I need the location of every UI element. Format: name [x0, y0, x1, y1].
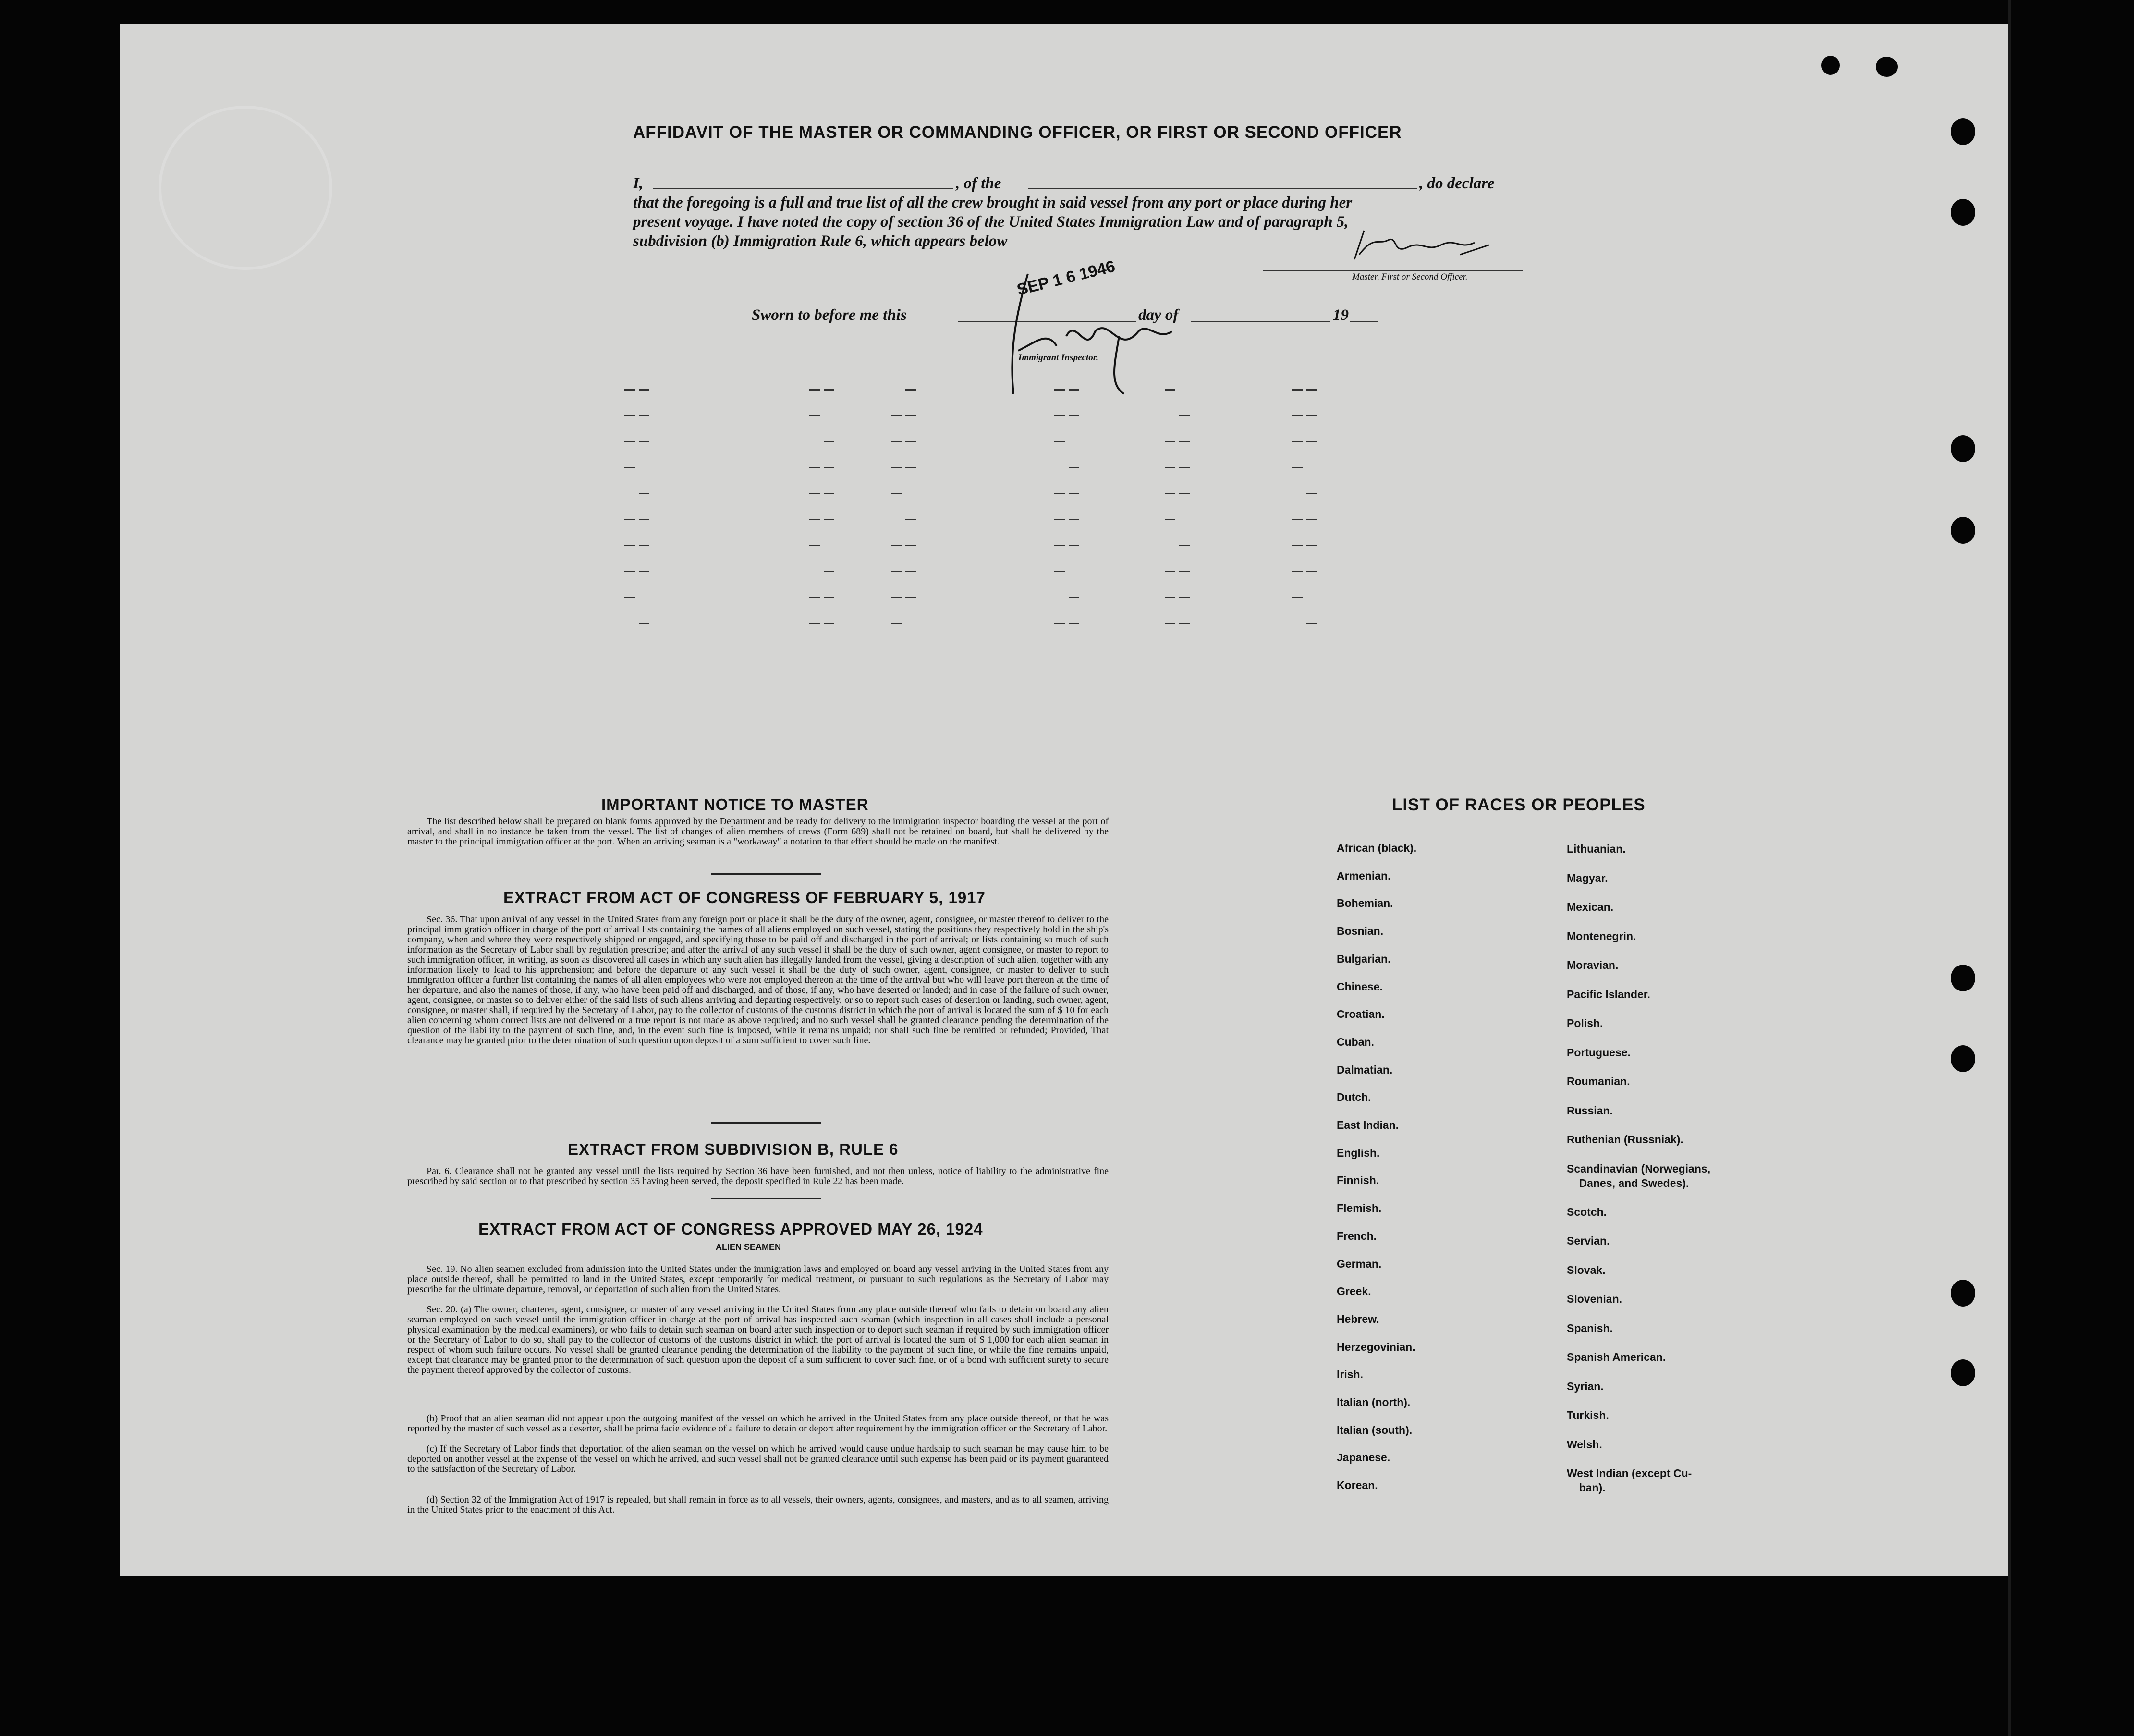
placeholder-dash	[809, 389, 820, 391]
placeholder-dash	[1179, 493, 1190, 494]
affidavit-title: AFFIDAVIT OF THE MASTER OR COMMANDING OFFICER, OR FIRST OR SECOND OFFICER	[633, 123, 1402, 142]
placeholder-dash	[1292, 519, 1303, 520]
date-stamp: SEP 1 6 1946	[1015, 257, 1117, 299]
placeholder-dash	[1054, 545, 1065, 546]
punch-hole	[1951, 199, 1975, 226]
affidavit-line2: that the foregoing is a full and true list of all the crew brought in said vessel from any port or place during her	[633, 194, 1353, 211]
placeholder-dash	[809, 545, 820, 546]
sec20a-text: Sec. 20. (a) The owner, charterer, agent, consignee, or master of any vessel arriving in the United States from any place outside thereof who fails to detain on board any alien seaman employed on such vessel until the immigration officer in charge at the port of arrival has inspected such seaman (which inspection in all cases shall include a personal physical examination by the medical examiners), or who fails to detain such seaman on board after such inspection or to deport such seaman if required by such immigration officer or the Secretary of Labor to do so, shall pay to the collector of customs of the customs district in which the port of arrival is located the sum of $ 1,000 for each alien seaman in respect of whom such failure occurs. No vessel shall be granted clearance pending the determination of the liability to the payment of such fine, or while the fine remains unpaid, except that clearance may be granted prior to the determination of such question upon the deposit of a sum sufficient to cover such fine, or of a bond with sufficient surety to secure the payment thereof approved by the collector of customs.	[407, 1304, 1109, 1375]
placeholder-dash	[639, 389, 649, 391]
placeholder-dash	[1292, 441, 1303, 442]
placeholder-dash	[1292, 415, 1303, 416]
name-blank-line	[653, 188, 953, 189]
year-blank-line	[1350, 321, 1378, 322]
placeholder-dash	[824, 493, 834, 494]
placeholder-dash	[905, 571, 916, 572]
race-item: Spanish.	[1567, 1321, 1613, 1334]
placeholder-dash	[891, 623, 902, 624]
placeholder-dash	[639, 571, 649, 572]
vessel-blank-line	[1028, 188, 1417, 189]
placeholder-dash	[809, 467, 820, 468]
race-item: Syrian.	[1567, 1380, 1604, 1393]
race-item: Herzegovinian.	[1337, 1340, 1415, 1353]
placeholder-dash	[639, 415, 649, 416]
day-of-label: day of	[1138, 306, 1179, 324]
placeholder-dash	[1054, 389, 1065, 391]
punch-hole	[1821, 56, 1840, 75]
race-item: Greek.	[1337, 1285, 1371, 1298]
placeholder-dash	[1165, 467, 1175, 468]
placeholder-dash	[624, 415, 635, 416]
placeholder-dash	[905, 545, 916, 546]
race-item: Bosnian.	[1337, 925, 1384, 938]
placeholder-dash	[1179, 545, 1190, 546]
placeholder-dash	[1054, 415, 1065, 416]
placeholder-dash	[891, 467, 902, 468]
race-item: Pacific Islander.	[1567, 988, 1650, 1001]
placeholder-dash	[1165, 441, 1175, 442]
placeholder-dash	[1306, 441, 1317, 442]
master-label: Master, First or Second Officer.	[1352, 272, 1468, 282]
race-item: East Indian.	[1337, 1119, 1399, 1131]
master-signature	[1345, 226, 1499, 269]
placeholder-dash	[824, 623, 834, 624]
placeholder-dash	[624, 441, 635, 442]
placeholder-dash	[1069, 415, 1079, 416]
placeholder-dash	[1054, 519, 1065, 520]
race-item: Russian.	[1567, 1104, 1613, 1117]
placeholder-dash	[1054, 441, 1065, 442]
placeholder-dash	[824, 519, 834, 520]
race-item: Magyar.	[1567, 871, 1608, 884]
placeholder-dash	[905, 519, 916, 520]
race-item: Dutch.	[1337, 1091, 1371, 1104]
placeholder-dash	[1292, 597, 1303, 598]
placeholder-dash	[1069, 467, 1079, 468]
race-item: Chinese.	[1337, 980, 1383, 993]
placeholder-dash	[1054, 571, 1065, 572]
placeholder-dash	[891, 415, 902, 416]
placeholder-dash	[809, 415, 820, 416]
year-prefix: 19	[1333, 306, 1349, 324]
placeholder-dash	[891, 441, 902, 442]
sec19-text: Sec. 19. No alien seamen excluded from admission into the United States under the immigration laws and employed on board any vessel arriving in the United States from any place outside thereof, shall be permitted to land in the United States, except temporarily for medical treatment, or pursuant to such regulations as the Secretary of Labor may prescribe for the ultimate departure, removal, or deportation of such alien from the United States.	[407, 1264, 1109, 1295]
affidavit-line1-start: I,	[633, 175, 644, 192]
sworn-text: Sworn to before me this	[752, 306, 907, 324]
race-item: Scandinavian (Norwegians, Danes, and Swedes).	[1567, 1162, 1711, 1189]
race-item: Polish.	[1567, 1017, 1603, 1029]
placeholder-dash	[1306, 623, 1317, 624]
placeholder-dash	[1292, 545, 1303, 546]
punch-hole	[1951, 1045, 1975, 1072]
placeholder-dash	[905, 389, 916, 391]
placeholder-dash	[1069, 597, 1079, 598]
placeholder-dash	[639, 519, 649, 520]
placeholder-dash	[639, 441, 649, 442]
alien-seamen-subtitle: ALIEN SEAMEN	[716, 1242, 781, 1252]
notice-text: The list described below shall be prepared on blank forms approved by the Department and be ready for delivery to the immigration inspector boarding the vessel at the port of arrival, and shall in no instance be taken from the vessel. The list of changes of alien members of crews (Form 689) shall not be retained on board, but shall be delivered by the master to the principal immigration officer at the port. When an arriving seaman is a "workaway" a notation to that effect should be made on the manifest.	[407, 816, 1109, 847]
punch-hole	[1951, 1359, 1975, 1386]
placeholder-dash	[1069, 545, 1079, 546]
punch-hole	[1951, 517, 1975, 544]
punch-hole	[1876, 57, 1898, 77]
placeholder-dash	[1306, 545, 1317, 546]
placeholder-dash	[1306, 415, 1317, 416]
placeholder-dash	[1165, 571, 1175, 572]
race-item: English.	[1337, 1146, 1380, 1159]
race-item: Servian.	[1567, 1235, 1610, 1247]
race-item: Ruthenian (Russniak).	[1567, 1133, 1683, 1146]
race-item: Roumanian.	[1567, 1075, 1630, 1088]
race-item: Montenegrin.	[1567, 929, 1636, 942]
inspector-signature	[999, 259, 1201, 403]
race-item: Cuban.	[1337, 1035, 1374, 1048]
rule6-text: Par. 6. Clearance shall not be granted any vessel until the lists required by Section 36 have been furnished, and not then unless, notice of liability to the administrative fine prescribed by said section or to that prescribed by section 35 having been served, the deposit specified in Rule 22 has been made.	[407, 1166, 1109, 1186]
race-item: Turkish.	[1567, 1409, 1609, 1421]
placeholder-dash	[1165, 519, 1175, 520]
placeholder-dash	[624, 519, 635, 520]
placeholder-dash	[1069, 493, 1079, 494]
placeholder-dash	[639, 493, 649, 494]
race-item: Armenian.	[1337, 869, 1391, 882]
notice-title: IMPORTANT NOTICE TO MASTER	[601, 795, 869, 813]
placeholder-dash	[1179, 623, 1190, 624]
placeholder-dash	[624, 545, 635, 546]
extract-1917-text: Sec. 36. That upon arrival of any vessel in the United States from any foreign port or place it shall be the duty of the owner, agent, consignee, or master thereof to deliver to the principal immigration officer in charge of the port of arrival lists containing the names of all aliens employed on such vessel, stating the positions they respectively hold in the ship's company, when and where they were respectively shipped or engaged, and specifying those to be paid off and discharged in the port of arrival; or lists containing so much of such information as the Secretary of Labor shall by regulation prescribe; and after the arrival of any such vessel it shall be the duty of such owner, agent consignee, or master to report to such immigration officer, in writing, as soon as discovered all cases in which any such alien has illegally landed from the vessel, giving a description of such alien, together with any information likely to lead to his apprehension; and before the departure of any such vessel it shall be the duty of such owner, agent, consignee, or master to deliver to such immigration officer a further list containing the names of all alien employees who were not employed thereon at the time of the arrival but who will leave port thereon at the time of her departure, and also the names of those, if any, who have been paid off and discharged, and of those, if any, who have deserted or landed; and in case of the failure of such owner, agent, consignee, or master so to deliver either of the said lists of such aliens arriving and departing respectively, or so to report such cases of desertion or landing, such owner, agent, consignee, or master shall, if required by the Secretary of Labor, pay to the collector of customs of the customs district in which the port of arrival is located the sum of $ 10 for each alien concerning whom correct lists are not delivered or a true report is not made as above required; and no such vessel shall be granted clearance pending the determination of the question of the liability to the payment of such fine, and, in the event such fine is imposed, while it remains unpaid; nor shall such fine be remitted or refunded; Provided, That clearance may be granted prior to the determination of such question upon deposit of a sum sufficient to cover such fine.	[407, 914, 1109, 1046]
placeholder-dash	[1179, 571, 1190, 572]
placeholder-dash	[1165, 623, 1175, 624]
race-item: West Indian (except Cu- ban).	[1567, 1467, 1692, 1494]
placeholder-dash	[1179, 597, 1190, 598]
placeholder-dash	[824, 597, 834, 598]
race-item: Spanish American.	[1567, 1351, 1666, 1363]
placeholder-dash	[891, 597, 902, 598]
placeholder-dash	[1292, 389, 1303, 391]
inspector-label: Immigrant Inspector.	[1018, 353, 1098, 363]
sec20d-text: (d) Section 32 of the Immigration Act of 1917 is repealed, but shall remain in force as to all vessels, their owners, agents, consignees, and masters, and as to all seamen, arriving in the United States prior to the enactment of this Act.	[407, 1494, 1109, 1515]
placeholder-dash	[1054, 493, 1065, 494]
section-divider	[711, 1198, 821, 1199]
placeholder-dash	[1306, 389, 1317, 391]
punch-hole	[1951, 965, 1975, 991]
placeholder-dash	[1292, 467, 1303, 468]
placeholder-dash	[809, 597, 820, 598]
placeholder-dash	[1306, 493, 1317, 494]
placeholder-dash	[1306, 519, 1317, 520]
placeholder-dash	[824, 389, 834, 391]
extract-1917-title: EXTRACT FROM ACT OF CONGRESS OF FEBRUARY 5, 1917	[503, 889, 986, 906]
placeholder-dash	[905, 597, 916, 598]
race-item: Italian (north).	[1337, 1396, 1411, 1408]
race-item: Hebrew.	[1337, 1312, 1379, 1325]
affidavit-line1-mid: , of the	[956, 175, 1001, 192]
master-signature-line	[1263, 270, 1523, 271]
race-item: Bulgarian.	[1337, 952, 1391, 965]
placeholder-dash	[1054, 623, 1065, 624]
placeholder-dash	[1069, 389, 1079, 391]
page-edge	[2008, 0, 2011, 1736]
placeholder-dash	[891, 493, 902, 494]
affidavit-line4: subdivision (b) Immigration Rule 6, which appears below	[633, 232, 1008, 250]
race-item: Mexican.	[1567, 901, 1614, 913]
affidavit-line1-end: , do declare	[1419, 175, 1495, 192]
race-item: French.	[1337, 1229, 1377, 1242]
placeholder-dash	[639, 623, 649, 624]
rule6-title: EXTRACT FROM SUBDIVISION B, RULE 6	[568, 1140, 899, 1158]
extract-1924-title: EXTRACT FROM ACT OF CONGRESS APPROVED MAY 26, 1924	[478, 1220, 983, 1238]
placeholder-dash	[891, 545, 902, 546]
placeholder-dash	[809, 493, 820, 494]
section-divider	[711, 873, 821, 875]
race-item: Korean.	[1337, 1479, 1378, 1492]
punch-hole	[1951, 118, 1975, 145]
race-item: Dalmatian.	[1337, 1063, 1393, 1076]
placeholder-dash	[809, 623, 820, 624]
placeholder-dash	[824, 571, 834, 572]
punch-hole	[1951, 1280, 1975, 1307]
placeholder-dash	[824, 467, 834, 468]
sec20b-text: (b) Proof that an alien seaman did not appear upon the outgoing manifest of the vessel on which he arrived in the United States from any place outside thereof, or that he was reported by the master of such vessel as a deserter, shall be prima facie evidence of a failure to detain or deport after requirement by the immigration officer or the Secretary of Labor.	[407, 1413, 1109, 1434]
race-item: German.	[1337, 1257, 1382, 1270]
section-divider	[711, 1122, 821, 1124]
race-item: Italian (south).	[1337, 1423, 1413, 1436]
placeholder-dash	[905, 467, 916, 468]
race-item: Croatian.	[1337, 1008, 1385, 1021]
race-item: Slovenian.	[1567, 1293, 1622, 1305]
placeholder-dash	[905, 415, 916, 416]
placeholder-dash	[1179, 415, 1190, 416]
placeholder-dash	[809, 519, 820, 520]
placeholder-dash	[624, 571, 635, 572]
race-item: African (black).	[1337, 842, 1417, 854]
placeholder-dash	[639, 545, 649, 546]
placeholder-dash	[1069, 623, 1079, 624]
race-item: Irish.	[1337, 1368, 1363, 1381]
placeholder-dash	[1179, 467, 1190, 468]
placeholder-dash	[624, 467, 635, 468]
placeholder-dash	[891, 571, 902, 572]
race-item: Finnish.	[1337, 1174, 1379, 1187]
punch-hole	[1951, 435, 1975, 462]
placeholder-dash	[824, 441, 834, 442]
race-item: Japanese.	[1337, 1451, 1390, 1464]
placeholder-dash	[1306, 571, 1317, 572]
placeholder-dash	[1179, 441, 1190, 442]
placeholder-dash	[624, 389, 635, 391]
placeholder-dash	[1165, 493, 1175, 494]
race-item: Welsh.	[1567, 1438, 1602, 1451]
embossed-seal	[159, 106, 332, 270]
races-title: LIST OF RACES OR PEOPLES	[1392, 795, 1646, 814]
sec20c-text: (c) If the Secretary of Labor finds that deportation of the alien seaman on the vessel on which he arrived would cause undue hardship to such seaman he may cause him to be deported on another vessel at the expense of the vessel on which he arrived, and such vessel shall not be granted clearance until such expense has been paid or its payment guaranteed to the satisfaction of the Secretary of Labor.	[407, 1443, 1109, 1474]
race-item: Moravian.	[1567, 959, 1619, 971]
race-item: Flemish.	[1337, 1202, 1382, 1215]
month-blank-line	[1191, 321, 1330, 322]
placeholder-dash	[1069, 519, 1079, 520]
placeholder-dash	[1165, 389, 1175, 391]
race-item: Slovak.	[1567, 1263, 1606, 1276]
race-item: Scotch.	[1567, 1205, 1607, 1218]
placeholder-dash	[905, 441, 916, 442]
placeholder-dash	[1292, 571, 1303, 572]
race-item: Portuguese.	[1567, 1046, 1631, 1059]
placeholder-dash	[624, 597, 635, 598]
race-item: Lithuanian.	[1567, 843, 1626, 855]
race-item: Bohemian.	[1337, 897, 1393, 910]
affidavit-line3: present voyage. I have noted the copy of section 36 of the United States Immigration Law and of paragraph 5,	[633, 213, 1349, 231]
placeholder-dash	[1165, 597, 1175, 598]
